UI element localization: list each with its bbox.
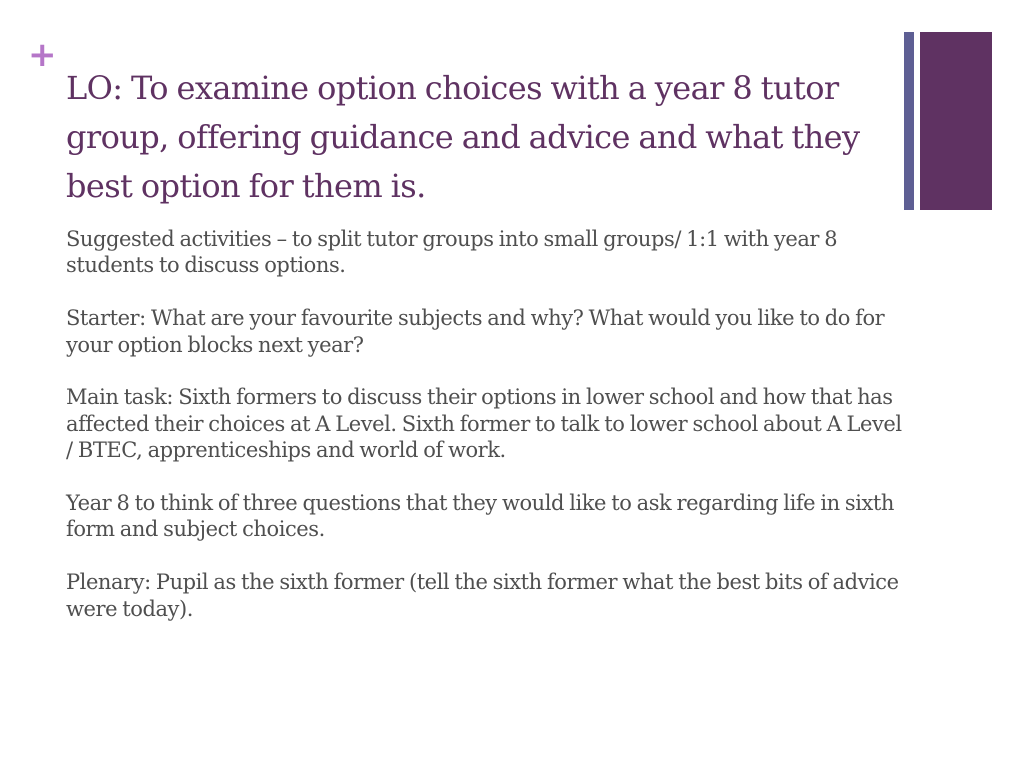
paragraph-plenary: Plenary: Pupil as the sixth former (tell the sixth former what the best bits of advice were today).: [66, 570, 899, 621]
paragraph-year8-questions: Year 8 to think of three questions that they would like to ask regarding life in sixth form and subject choices.: [66, 491, 894, 542]
paragraph-main-task: Main task: Sixth formers to discuss their options in lower school and how that has affected their choices at A Level. Sixth former to talk to lower school about A Level / BTEC, apprenticeships and world of work.: [66, 385, 902, 463]
accent-bar-thin: [904, 32, 914, 210]
slide-title: LO: To examine option choices with a year 8 tutor group, offering guidance and advice and what they best option for them is.: [66, 69, 860, 205]
paragraph-suggested-activities: Suggested activities – to split tutor groups into small groups/ 1:1 with year 8 students to discuss options.: [66, 227, 838, 278]
accent-bar-block: [920, 32, 992, 210]
paragraph-starter: Starter: What are your favourite subjects and why? What would you like to do for your option blocks next year?: [66, 306, 885, 357]
plus-icon: +: [28, 35, 57, 75]
slide-body: [66, 226, 906, 648]
